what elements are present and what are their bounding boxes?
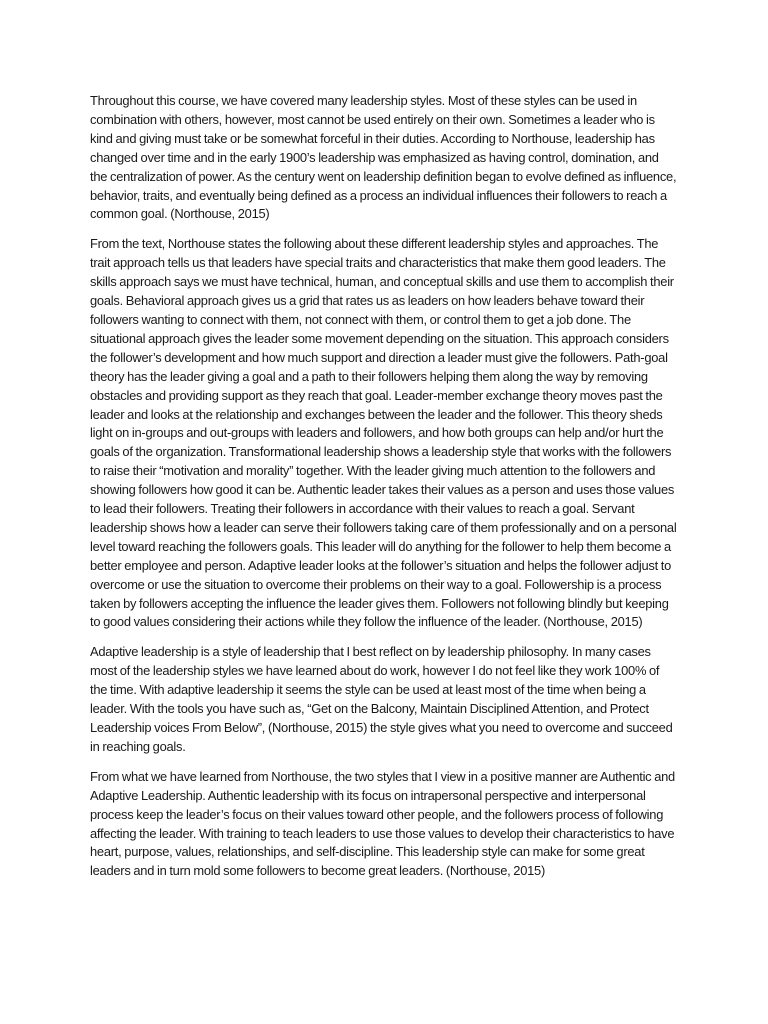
document-page: [90, 92, 678, 892]
paragraph-intro: Throughout this course, we have covered many leadership styles. Most of these styles can be used in combination with others, however, most cannot be used entirely on their own. Sometimes a leader who is kind and giving must take or be somewhat forceful in their duties. According to Northouse, leadership has changed over time and in the early 1900’s leadership was emphasized as having control, domination, and the centralization of power. As the century went on leadership definition began to evolve defined as influence, behavior, traits, and eventually being defined as a process an individual influences their followers to reach a common goal. (Northouse, 2015): [90, 93, 677, 222]
paragraph-adaptive-leadership: Adaptive leadership is a style of leadership that I best reflect on by leadership philosophy. In many cases most of the leadership styles we have learned about do work, however I do not feel like they work 100% of the time. With adaptive leadership it seems the style can be used at least most of the time when being a leader. With the tools you have such as, “Get on the Balcony, Maintain Disciplined Attention, and Protect Leadership voices From Below”, (Northouse, 2015) the style gives what you need to overcome and succeed in reaching goals.: [90, 644, 673, 754]
paragraph-conclusion: From what we have learned from Northouse, the two styles that I view in a positive manner are Authentic and Adaptive Leadership. Authentic leadership with its focus on intrapersonal perspective and interpersonal process keep the leader’s focus on their values toward other people, and the followers process of following affecting the leader. With training to teach leaders to use those values to develop their characteristics to have heart, purpose, values, relationships, and self-discipline. This leadership style can make for some great leaders and in turn mold some followers to become great leaders. (Northouse, 2015): [90, 768, 675, 879]
paragraph-styles-overview: From the text, Northouse states the following about these different leadership styles and approaches. The trait approach tells us that leaders have special traits and characteristics that make them good leaders. The skills approach says we must have technical, human, and conceptual skills and use them to accomplish their goals. Behavioral approach gives us a grid that rates us as leaders on how leaders behave toward their followers wanting to connect with them, not connect with them, or control them to get a job done. The situational approach gives the leader some movement depending on the situation. This approach considers the follower’s development and how much support and direction a leader must give the followers. Path-goal theory has the leader giving a goal and a path to their followers helping them along the way by removing obstacles and providing support as they reach that goal. Leader-member exchange theory moves past the leader and looks at the relationship and exchanges between the leader and the follower. This theory sheds light on in-groups and out-groups with leaders and followers, and how both groups can help and/or hurt the goals of the organization. Transformational leadership shows a leadership style that works with the followers to raise their “motivation and morality” together. With the leader giving much attention to the followers and showing followers how good it can be. Authentic leader takes their values as a person and uses those values to lead their followers. Treating their followers in accordance with their values to reach a goal. Servant leadership shows how a leader can serve their followers taking care of them professionally and on a personal level toward reaching the followers goals. This leader will do anything for the follower to help them become a better employee and person. Adaptive leader looks at the follower’s situation and helps the follower adjust to overcome or use the situation to overcome their problems on their way to a goal. Followership is a process taken by followers accepting the influence the leader gives them. Followers not following blindly but keeping to good values considering their actions while they follow the influence of the leader. (Northouse, 2015): [90, 236, 677, 630]
